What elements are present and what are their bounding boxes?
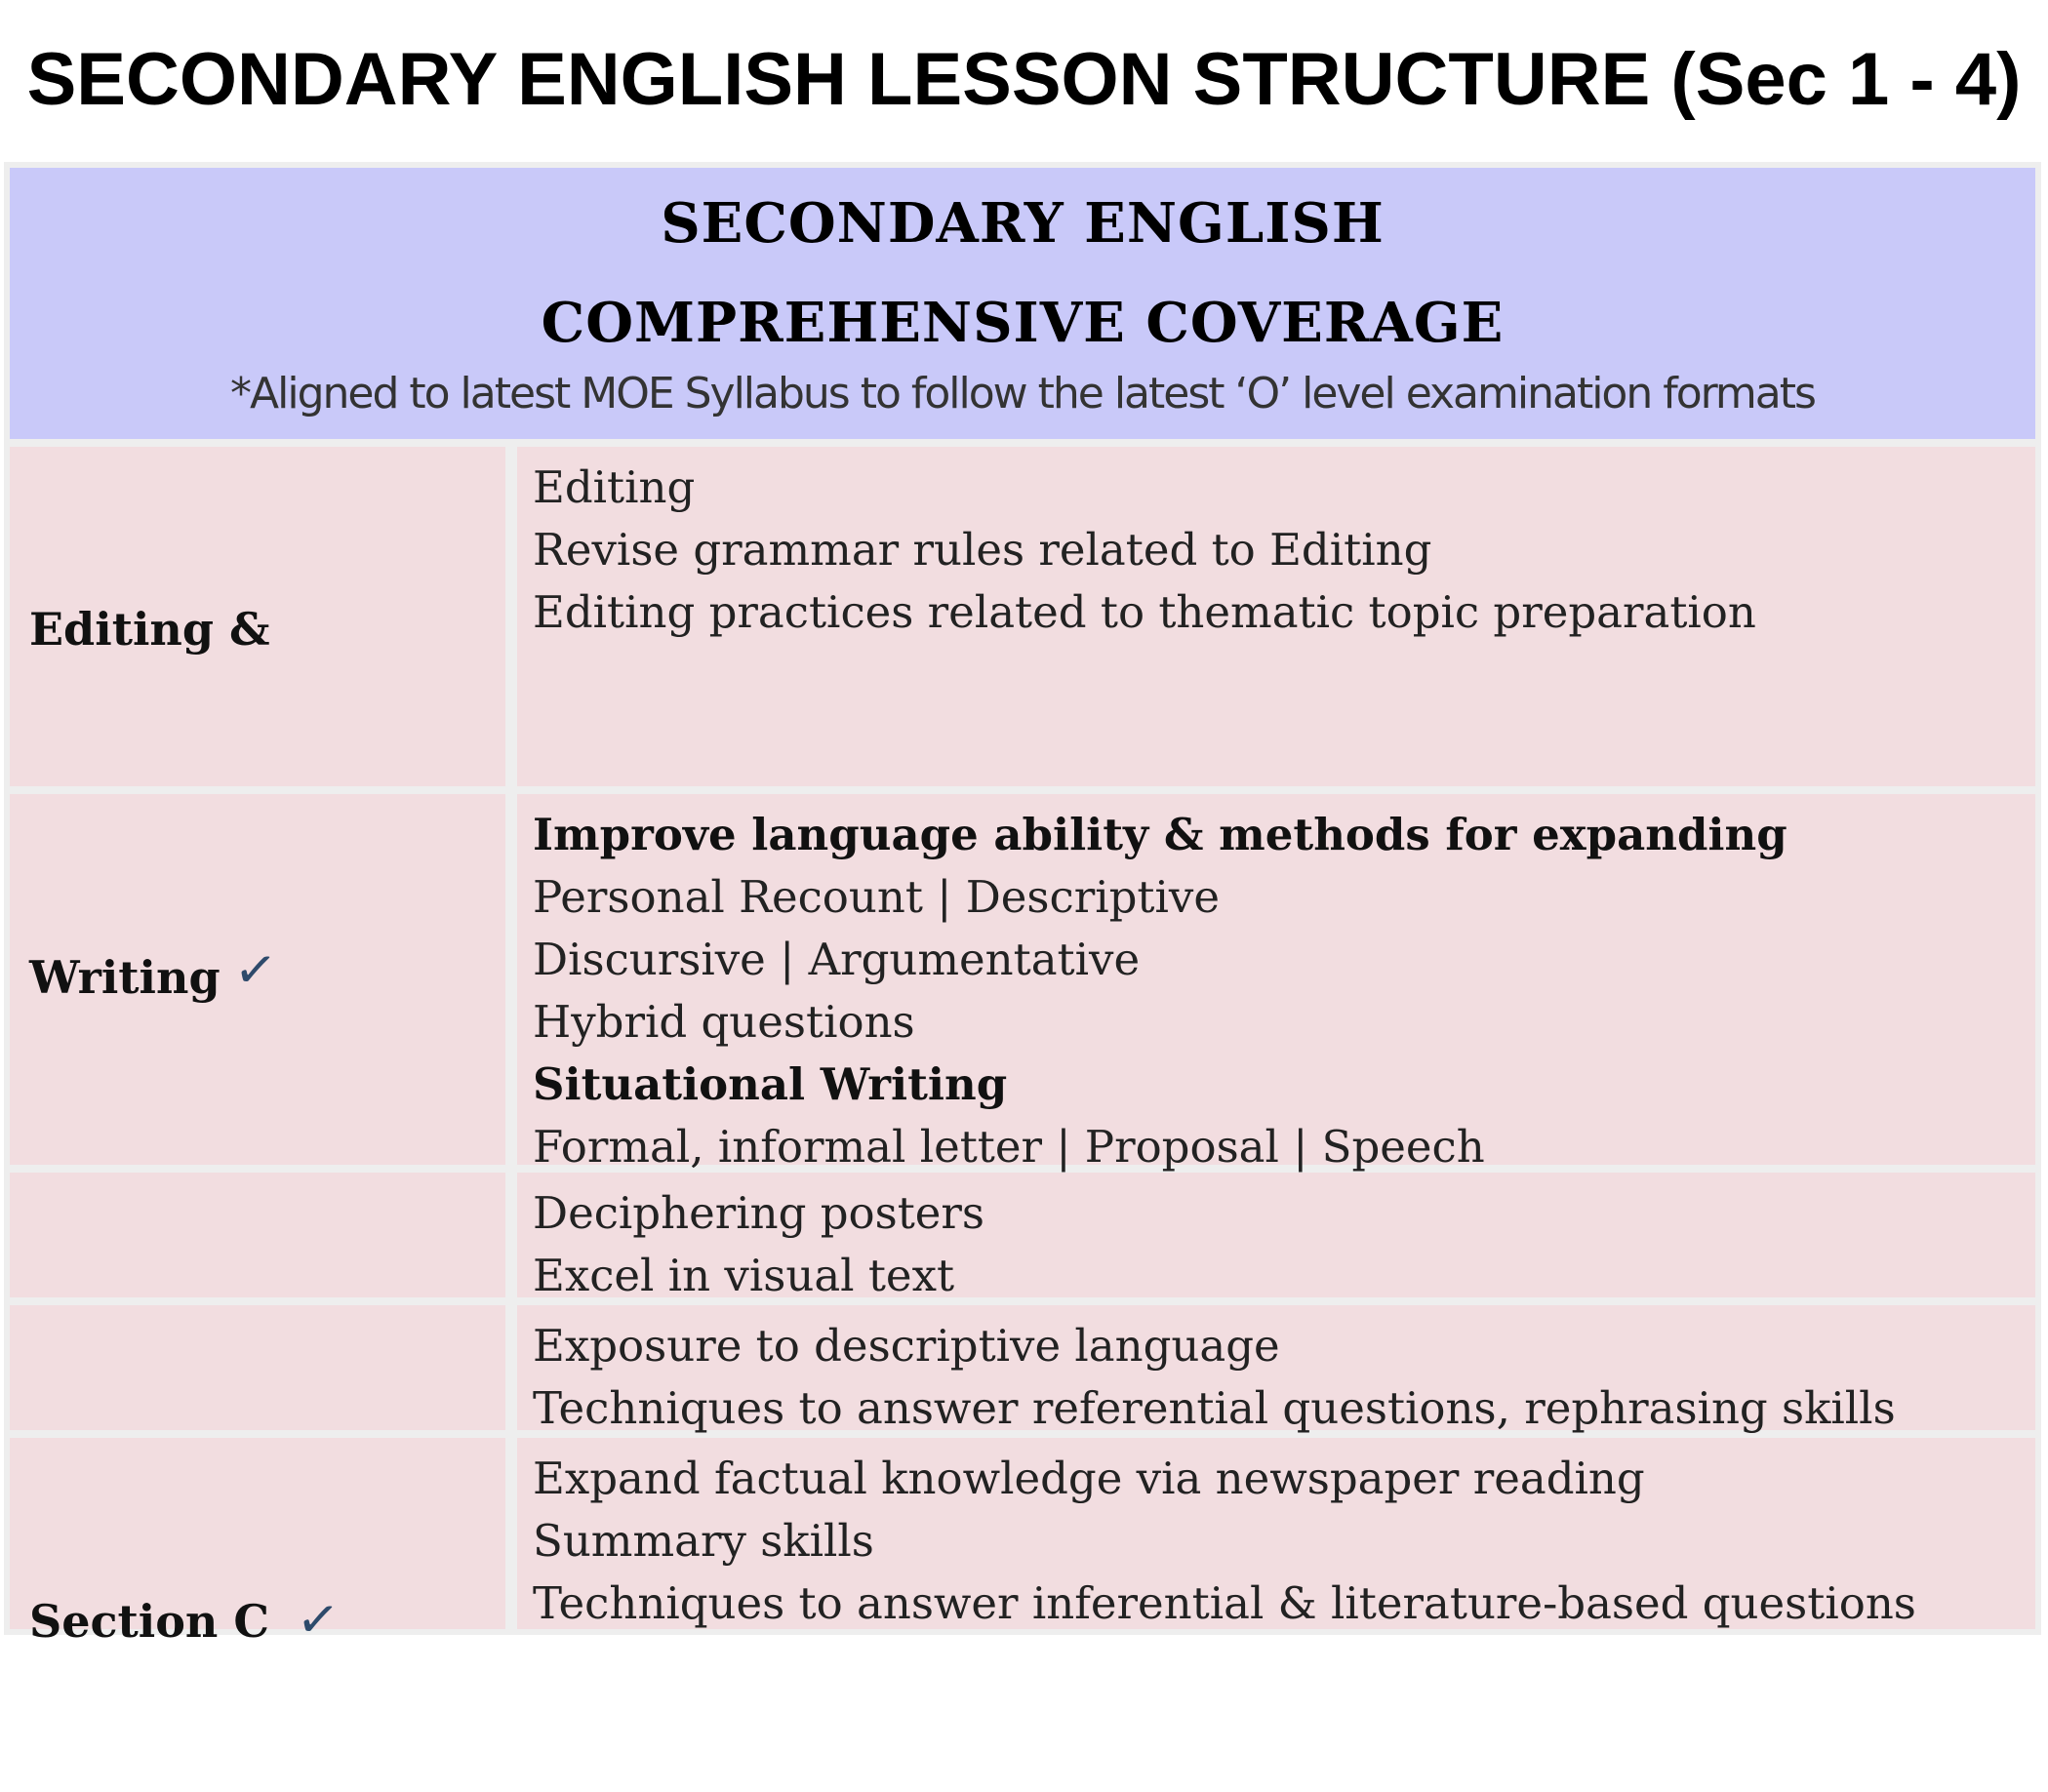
detail-item: Discursive | Argumentative (533, 934, 1141, 985)
detail-heading: Improve language ability & methods for expanding (533, 809, 1787, 860)
detail-item: Editing (533, 461, 696, 513)
topic-line (29, 1586, 505, 1655)
topic-line-text: Section C (29, 1595, 269, 1648)
detail-item: Expand factual knowledge via newspaper reading (533, 1453, 1645, 1504)
table-header (10, 168, 2035, 439)
detail-item: Editing practices related to thematic topic preparation (533, 586, 1756, 638)
syllabus-note: *Aligned to latest MOE Syllabus to follow the latest ‘O’ level examination formats (230, 369, 1815, 418)
detail-item: Techniques to answer inferential & literature-based questions (533, 1577, 1916, 1629)
detail-item: Hybrid questions (533, 996, 915, 1048)
topic-line (29, 938, 505, 1012)
topic-line: Editing & (29, 603, 270, 656)
topic-cell-writing (10, 794, 505, 1165)
detail-item: Exposure to descriptive language (533, 1320, 1280, 1372)
checkmark-icon: ✓ (230, 938, 280, 1003)
detail-item: Summary skills (533, 1515, 874, 1567)
topic-cell-section-a (10, 1173, 505, 1297)
detail-heading: Situational Writing (533, 1058, 1008, 1110)
topic-cell-section-c (10, 1438, 505, 1653)
topic-line-text: Writing (29, 951, 221, 1004)
detail-item: Formal, informal letter | Proposal | Speech (533, 1121, 1485, 1173)
header-title-line-2: COMPREHENSIVE COVERAGE (541, 291, 1505, 355)
topic-cell-editing (10, 447, 505, 786)
detail-cell-section-a (517, 1173, 2035, 1301)
page-title: SECONDARY ENGLISH LESSON STRUCTURE (Sec 1 - 4) (26, 38, 2022, 121)
detail-cell-section-c (517, 1438, 2035, 1629)
detail-item: Techniques to answer referential questions, rephrasing skills (533, 1382, 1896, 1434)
topic-label (29, 1450, 505, 1792)
detail-cell-writing (517, 794, 2035, 1173)
detail-cell-editing (517, 447, 2035, 786)
checkmark-icon: ✓ (293, 1588, 342, 1653)
topic-cell-section-b (10, 1305, 505, 1430)
detail-item: Excel in visual text (533, 1250, 955, 1301)
topic-label (29, 806, 505, 1148)
header-title-line-1: SECONDARY ENGLISH (661, 191, 1385, 256)
detail-item: Personal Recount | Descriptive (533, 871, 1220, 923)
detail-item: Revise grammar rules related to Editing (533, 524, 1432, 576)
detail-cell-section-b (517, 1305, 2035, 1434)
detail-item: Deciphering posters (533, 1187, 985, 1239)
